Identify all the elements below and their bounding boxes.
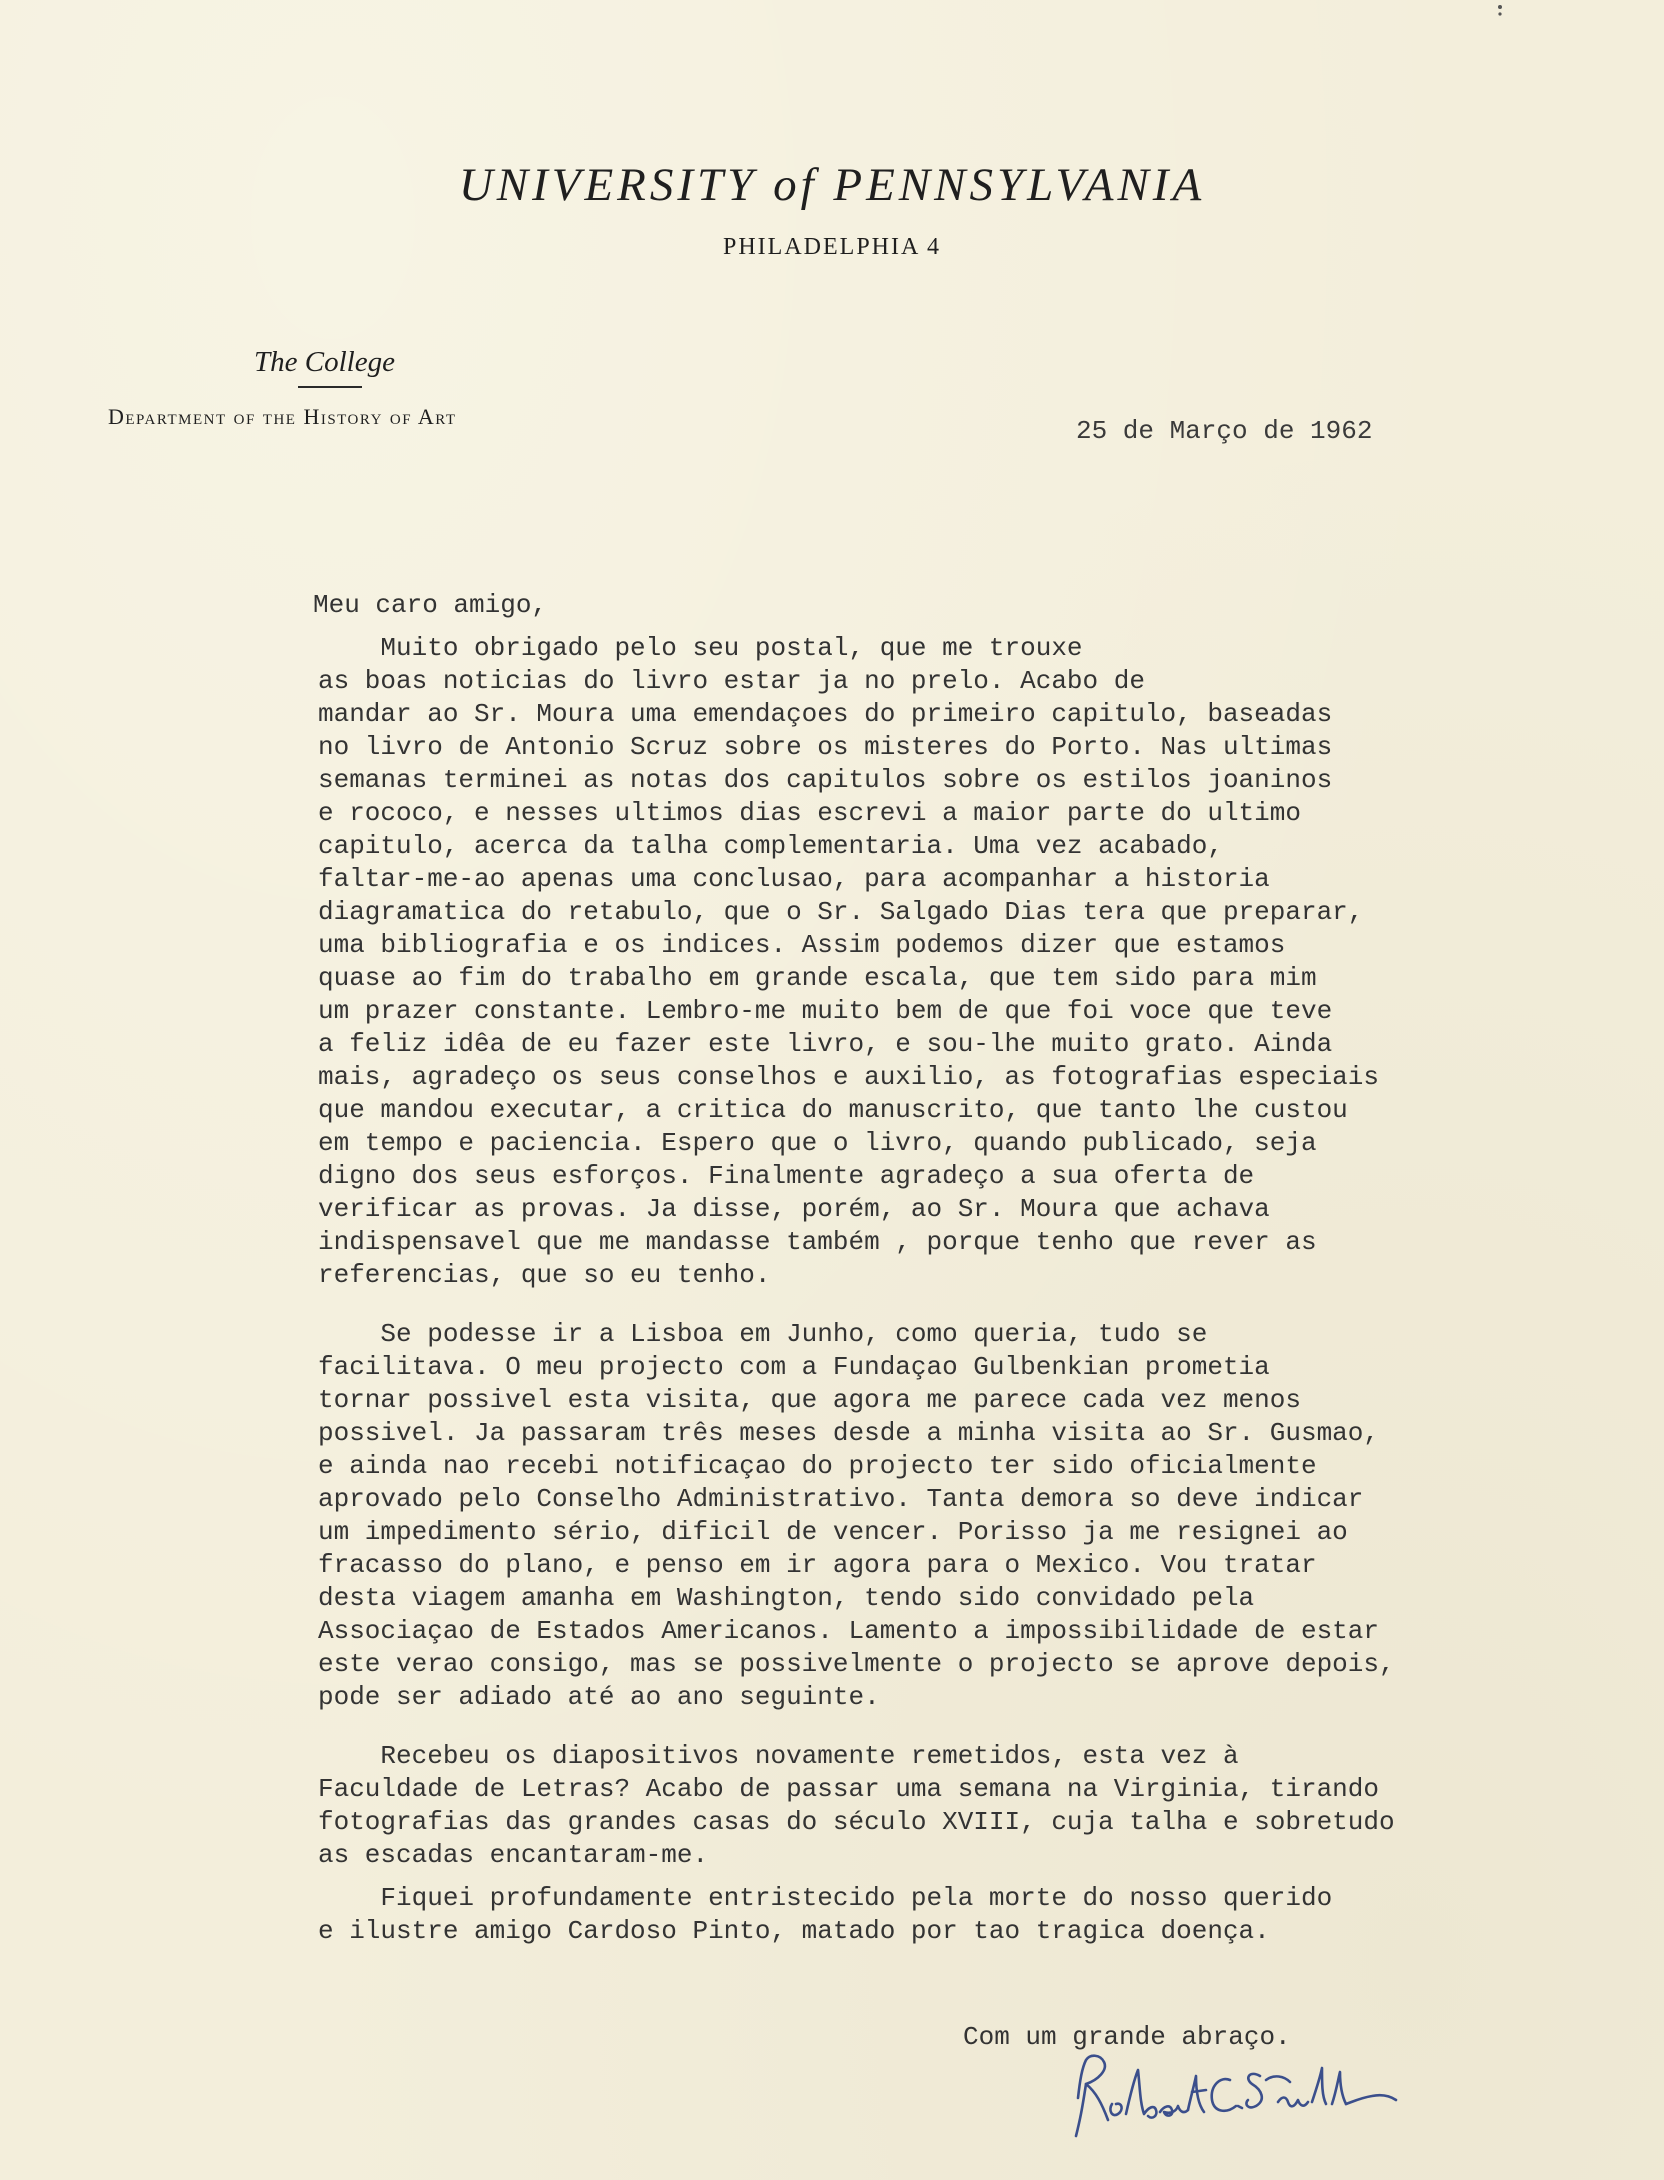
typed-line: Fiquei profundamente entristecido pela morte do nosso querido xyxy=(318,1883,1333,1913)
typed-line: um prazer constante. Lembro-me muito bem de que foi voce que teve xyxy=(318,996,1333,1026)
letter-paragraph-3 xyxy=(318,1740,1628,1872)
letter-salutation: Meu caro amigo, xyxy=(313,590,548,620)
letter-paragraph-1 xyxy=(318,632,1628,1292)
typed-line: pode ser adiado até ao ano seguinte. xyxy=(318,1682,880,1712)
typed-line: capitulo, acerca da talha complementaria. Uma vez acabado, xyxy=(318,831,1223,861)
typed-line: as escadas encantaram-me. xyxy=(318,1840,709,1870)
handwritten-signature xyxy=(1060,2040,1400,2150)
typed-line: referencias, que so eu tenho. xyxy=(318,1260,771,1290)
typed-line: e rococo, e nesses ultimos dias escrevi a maior parte do ultimo xyxy=(318,798,1301,828)
typed-line: no livro de Antonio Scruz sobre os misteres do Porto. Nas ultimas xyxy=(318,732,1333,762)
typed-line: aprovado pelo Conselho Administrativo. Tanta demora so deve indicar xyxy=(318,1484,1364,1514)
typed-line: Recebeu os diapositivos novamente remetidos, esta vez à xyxy=(318,1741,1239,1771)
typed-line: e ainda nao recebi notificaçao do projecto ter sido oficialmente xyxy=(318,1451,1317,1481)
typed-line: em tempo e paciencia. Espero que o livro, quando publicado, seja xyxy=(318,1128,1317,1158)
typed-line: indispensavel que me mandasse também , porque tenho que rever as xyxy=(318,1227,1317,1257)
typed-line: tornar possivel esta visita, que agora me parece cada vez menos xyxy=(318,1385,1301,1415)
typed-line: digno dos seus esforços. Finalmente agradeço a sua oferta de xyxy=(318,1161,1255,1191)
typed-line: um impedimento sério, dificil de vencer. Porisso ja me resignei ao xyxy=(318,1517,1348,1547)
typed-line: quase ao fim do trabalho em grande escala, que tem sido para mim xyxy=(318,963,1317,993)
typed-line: que mandou executar, a critica do manuscrito, que tanto lhe custou xyxy=(318,1095,1348,1125)
typed-line: faltar-me-ao apenas uma conclusao, para acompanhar a historia xyxy=(318,864,1270,894)
typed-line: mais, agradeço os seus conselhos e auxilio, as fotografias especiais xyxy=(318,1062,1379,1092)
typed-line: Muito obrigado pelo seu postal, que me trouxe xyxy=(318,633,1083,663)
letter-closing: Com um grande abraço. xyxy=(963,2022,1291,2052)
typed-line: semanas terminei as notas dos capitulos sobre os estilos joaninos xyxy=(318,765,1333,795)
typed-line: a feliz idêa de eu fazer este livro, e sou-lhe muito grato. Ainda xyxy=(318,1029,1333,1059)
letterhead-department: Department of the History of Art xyxy=(108,404,457,429)
typed-line: fracasso do plano, e penso em ir agora para o Mexico. Vou tratar xyxy=(318,1550,1317,1580)
typed-line: possivel. Ja passaram três meses desde a minha visita ao Sr. Gusmao, xyxy=(318,1418,1379,1448)
letterhead-institution: UNIVERSITY of PENNSYLVANIA xyxy=(458,159,1206,211)
letterhead-city: PHILADELPHIA 4 xyxy=(723,234,941,260)
letter-paragraph-2 xyxy=(318,1318,1628,1714)
letterhead-college: The College xyxy=(254,346,395,378)
typed-line: Se podesse ir a Lisboa em Junho, como queria, tudo se xyxy=(318,1319,1208,1349)
paper-speck xyxy=(1497,4,1503,18)
typed-line: fotografias das grandes casas do século XVIII, cuja talha e sobretudo xyxy=(318,1807,1395,1837)
typed-line: mandar ao Sr. Moura uma emendaçoes do primeiro capitulo, baseadas xyxy=(318,699,1333,729)
typed-line: verificar as provas. Ja disse, porém, ao Sr. Moura que achava xyxy=(318,1194,1270,1224)
typed-line: e ilustre amigo Cardoso Pinto, matado por tao tragica doença. xyxy=(318,1916,1270,1946)
typed-line: diagramatica do retabulo, que o Sr. Salgado Dias tera que preparar, xyxy=(318,897,1364,927)
typed-line: este verao consigo, mas se possivelmente o projecto se aprove depois, xyxy=(318,1649,1395,1679)
typed-line: facilitava. O meu projecto com a Fundaçao Gulbenkian prometia xyxy=(318,1352,1270,1382)
letter-date: 25 de Março de 1962 xyxy=(1076,416,1373,446)
college-divider xyxy=(298,386,362,388)
typed-line: desta viagem amanha em Washington, tendo sido convidado pela xyxy=(318,1583,1255,1613)
letter-paragraph-4 xyxy=(318,1882,1628,1948)
typed-line: Associaçao de Estados Americanos. Lamento a impossibilidade de estar xyxy=(318,1616,1379,1646)
typed-line: uma bibliografia e os indices. Assim podemos dizer que estamos xyxy=(318,930,1286,960)
typed-line: Faculdade de Letras? Acabo de passar uma semana na Virginia, tirando xyxy=(318,1774,1379,1804)
typed-line: as boas noticias do livro estar ja no prelo. Acabo de xyxy=(318,666,1145,696)
